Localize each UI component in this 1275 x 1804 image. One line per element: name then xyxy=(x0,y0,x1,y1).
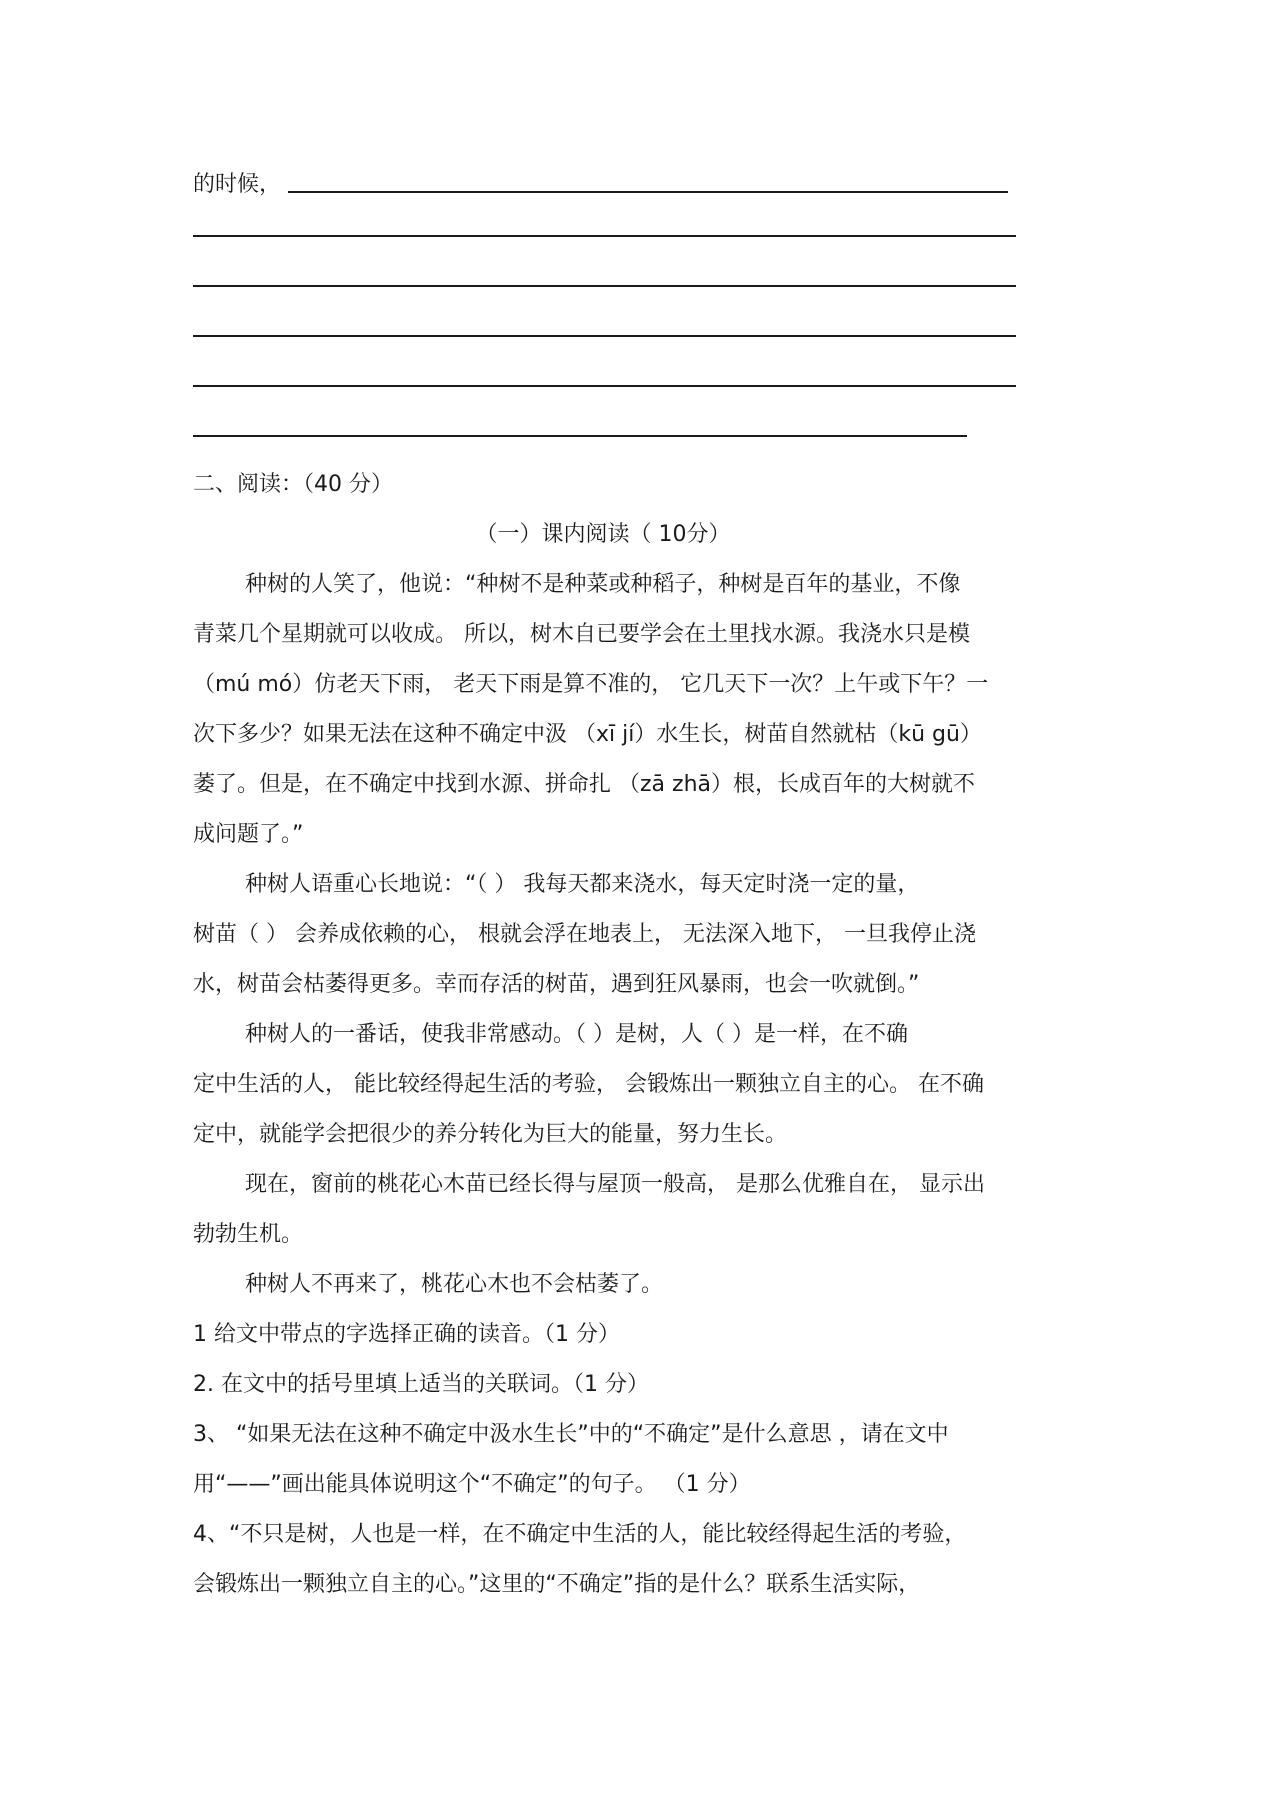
exam-page xyxy=(193,160,1093,1610)
writing-answer-line-first xyxy=(193,160,1093,210)
question-3-line: 3、 “如果无法在这种不确定中汲水生长”中的“不确定”是什么意思 ，请在文中 xyxy=(193,1422,949,1447)
section-subtitle: （一）课内阅读（ 10分） xyxy=(475,522,731,547)
passage-line: 定中，就能学会把很少的养分转化为巨大的能量，努力生长。 xyxy=(193,1122,788,1147)
section-title: 二、阅读：（40 分） xyxy=(193,472,393,497)
question-1: 1 给文中带点的字选择正确的读音。（1 分） xyxy=(193,1322,620,1347)
question-2: 2. 在文中的括号里填上适当的关联词。（1 分） xyxy=(193,1372,649,1397)
passage-line: 青菜几个星期就可以收成。 所以，树木自已要学会在土里找水源。我浇水只是模 xyxy=(193,622,970,647)
passage-line: 水，树苗会枯萎得更多。幸而存活的树苗，遇到狂风暴雨，也会一吹就倒。” xyxy=(193,972,920,997)
passage-line: 定中生活的人， 能比较经得起生活的考验， 会锻炼出一颗独立自主的心。 在不确 xyxy=(193,1072,984,1097)
writing-blank-line[interactable] xyxy=(193,260,1093,310)
passage-line: 次下多少？如果无法在这种不确定中汲 （xī jí）水生长，树苗自然就枯（kū gū） xyxy=(193,722,982,747)
question-4-line: 4、“不只是树，人也是一样，在不确定中生活的人，能比较经得起生活的考验， xyxy=(193,1522,967,1547)
passage-line: 种树人不再来了，桃花心木也不会枯萎了。 xyxy=(245,1272,664,1297)
passage-line: （mú mó）仿老天下雨， 老天下雨是算不准的， 它几天下一次？上午或下午？一 xyxy=(193,672,989,697)
writing-blank-line[interactable] xyxy=(193,410,1093,460)
question-4-line: 会锻炼出一颗独立自主的心。”这里的“不确定”指的是什么？联系生活实际， xyxy=(193,1572,921,1597)
writing-blank-line[interactable] xyxy=(193,310,1093,360)
writing-blank[interactable] xyxy=(288,177,1008,193)
passage-line: 树苗（ ） 会养成依赖的心， 根就会浮在地表上， 无法深入地下， 一旦我停止浇 xyxy=(193,922,976,947)
passage-line: 现在，窗前的桃花心木苗已经长得与屋顶一般高， 是那么优雅自在， 显示出 xyxy=(245,1172,985,1197)
passage-line: 萎了。但是，在不确定中找到水源、拼命扎 （zā zhā）根，长成百年的大树就不 xyxy=(193,772,975,797)
passage-line: 勃勃生机。 xyxy=(193,1222,304,1247)
writing-blank-line[interactable] xyxy=(193,360,1093,410)
passage-line: 成问题了。” xyxy=(193,822,304,847)
passage-line: 种树人语重心长地说：“（ ） 我每天都来浇水，每天定时浇一定的量， xyxy=(245,872,920,897)
writing-prefix: 的时候， xyxy=(193,172,282,197)
question-3-line: 用“——”画出能具体说明这个“不确定”的句子。 （1 分） xyxy=(193,1472,751,1497)
passage-line: 种树的人笑了，他说：“种树不是种菜或种稻子，种树是百年的基业，不像 xyxy=(245,572,961,597)
writing-blank-line[interactable] xyxy=(193,210,1093,260)
passage-line: 种树人的一番话，使我非常感动。（ ）是树，人（ ）是一样，在不确 xyxy=(245,1022,908,1047)
